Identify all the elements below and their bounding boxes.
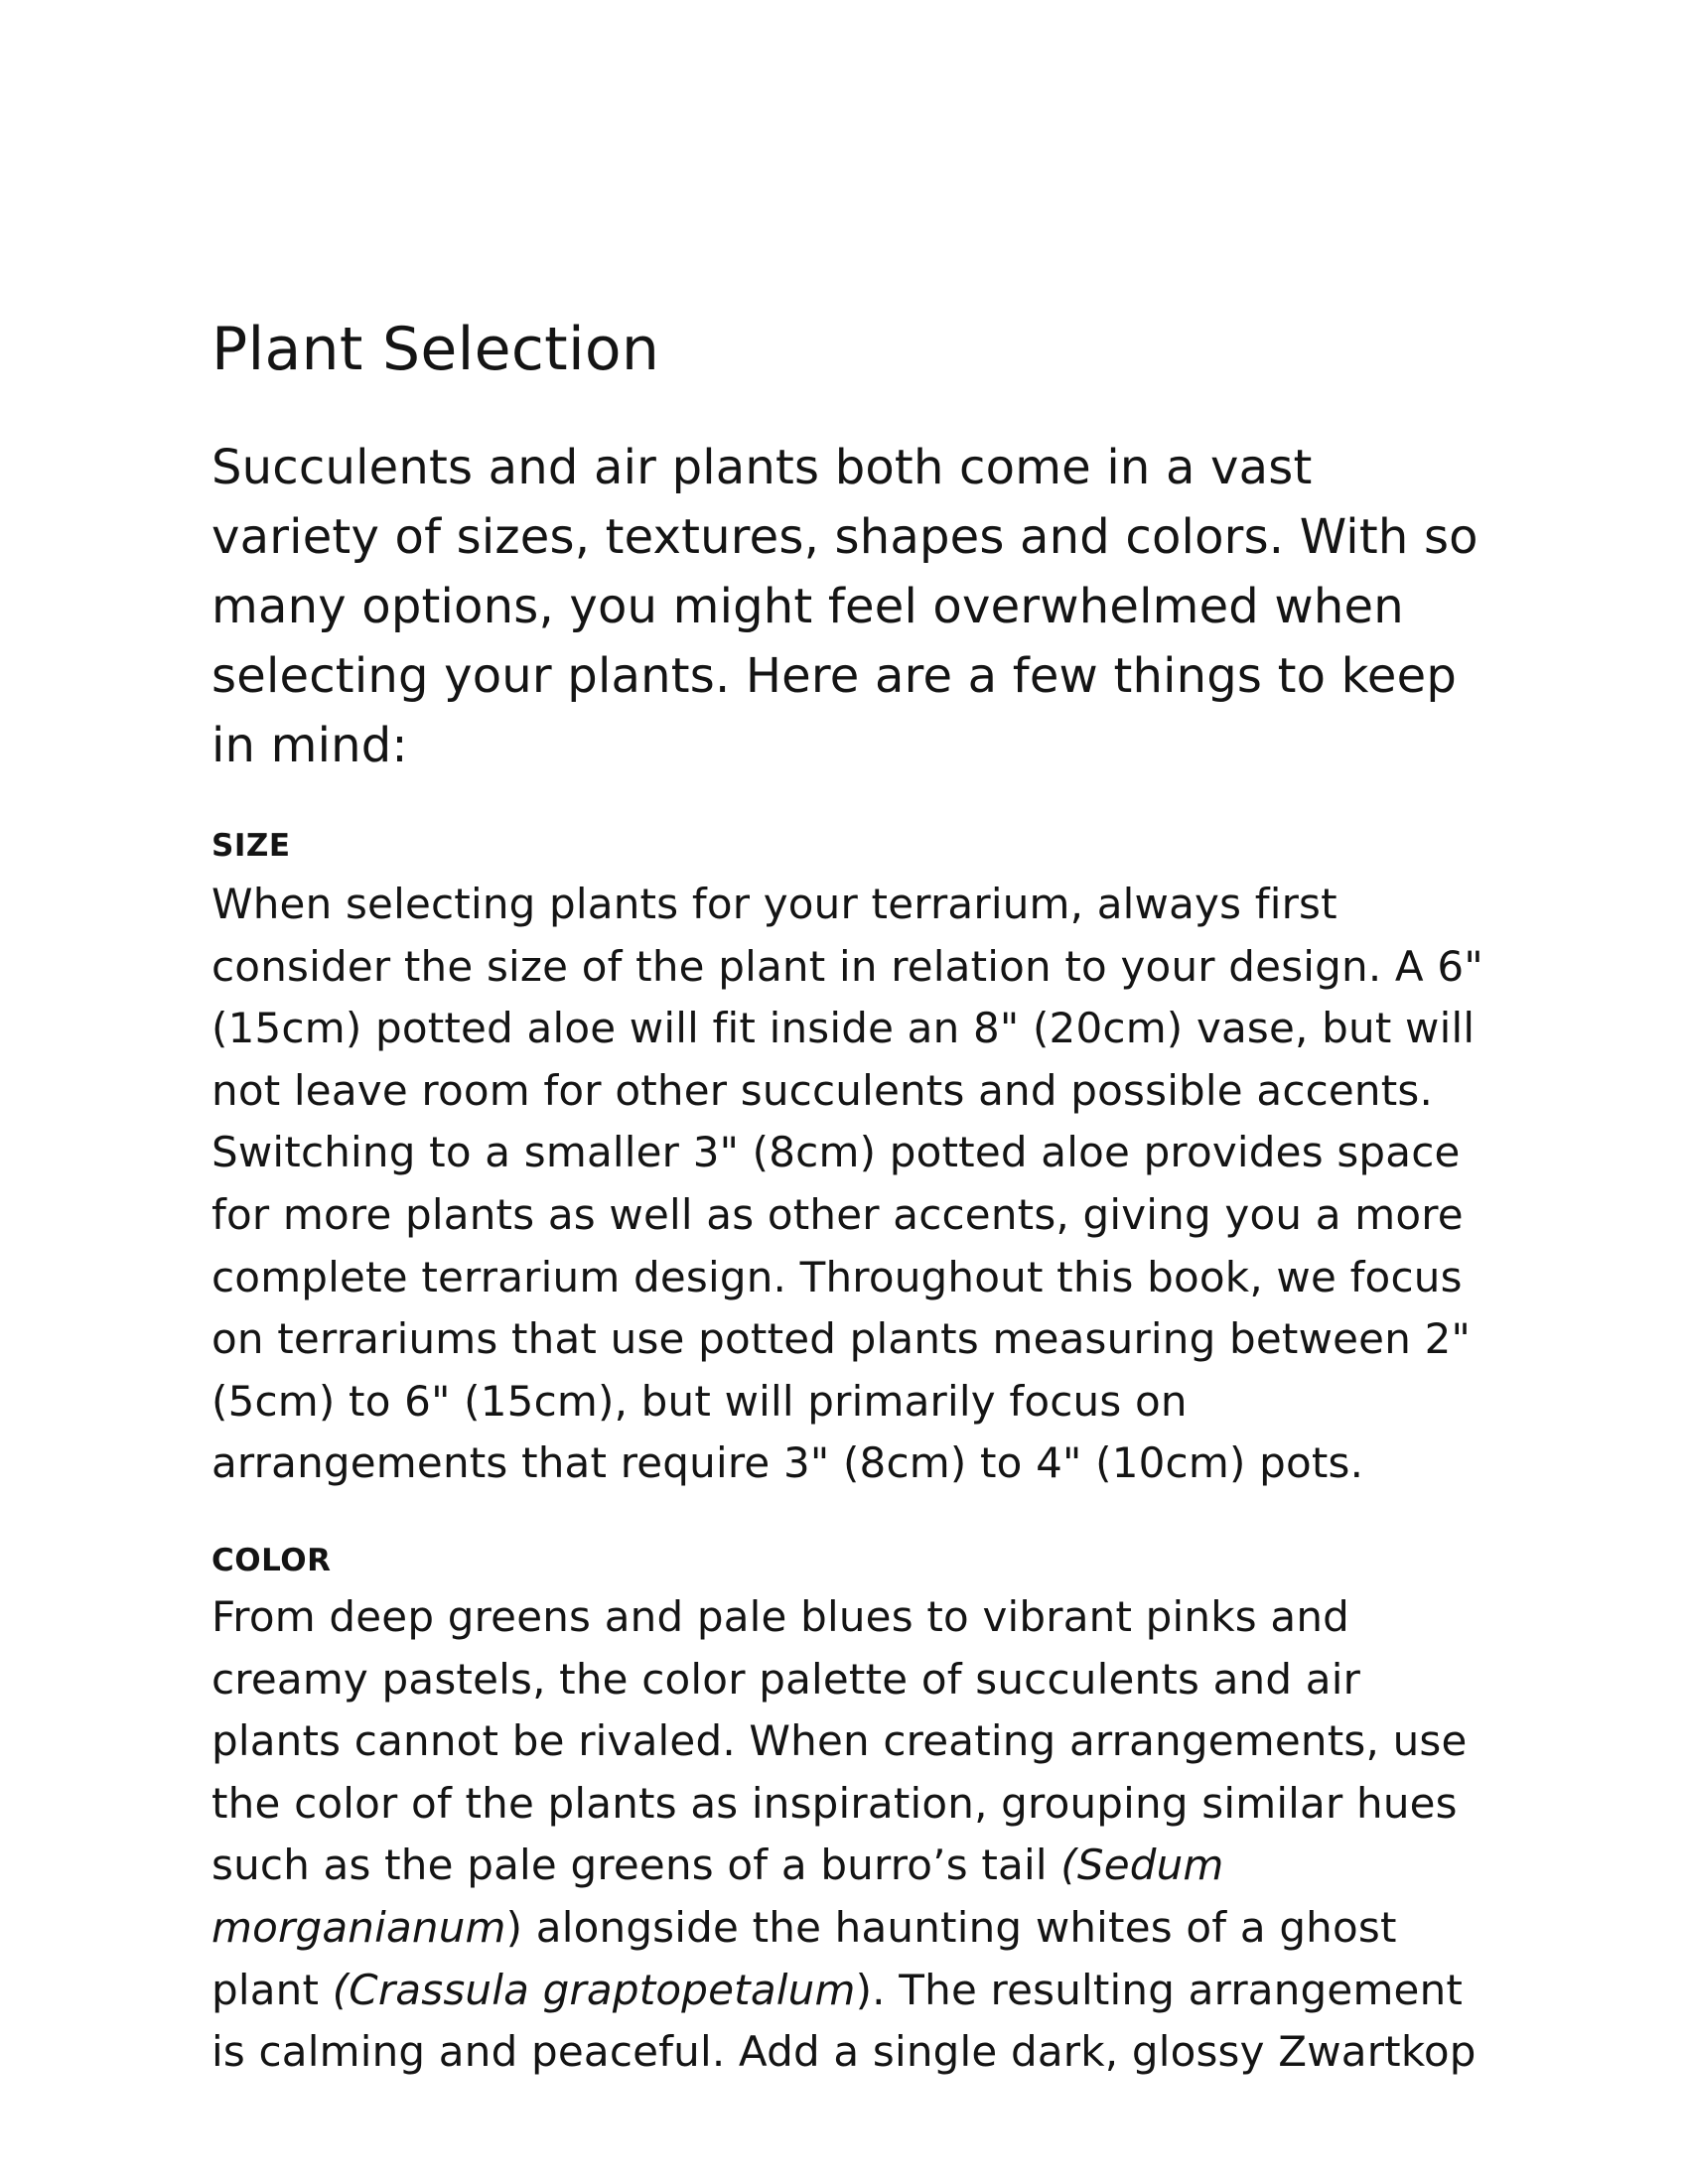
crassula-name: (Crassula graptopetalum [332, 1965, 856, 2014]
color-body-text-2: ) alongside the haunting whites of a ghost plant [211, 1902, 1397, 2014]
size-heading: SIZE [211, 828, 291, 864]
color-body-text-3: ). The resulting arrangement is calming and peaceful. Add a single dark, glossy Zwartkop [211, 1965, 1477, 2077]
page-content [211, 310, 1492, 2084]
color-section [211, 1541, 1492, 2084]
size-section [211, 826, 1492, 1495]
color-body [211, 1586, 1492, 2084]
color-body-text-1: From deep greens and pale blues to vibrant pinks and creamy pastels, the color palette of succulents and air plants cannot be rivaled. When creating arrangements, use the color of the plants as inspiration, grouping similar hues such as the pale greens of a burro’s tail [211, 1591, 1468, 1890]
color-heading: COLOR [211, 1542, 332, 1578]
intro-paragraph: Succulents and air plants both come in a vast variety of sizes, textures, shapes and colors. With so many options, you might feel overwhelmed when selecting your plants. Here are a few things to keep in mind: [211, 440, 1478, 773]
size-body: When selecting plants for your terrarium, always first consider the size of the plant in relation to your design. A 6" (15cm) potted aloe will fit inside an 8" (20cm) vase, but will not leave room for other succulents and possible accents. Switching to a smaller 3" (8cm) potted aloe provides space for more plants as well as other accents, giving you a more complete terrarium design. Throughout this book, we focus on terrariums that use potted plants measuring between 2" (5cm) to 6" (15cm), but will primarily focus on arrangements that require 3" (8cm) to 4" (10cm) pots. [211, 880, 1483, 1488]
page-title: Plant Selection [211, 315, 660, 384]
sedum-name: (Sedum morganianum [211, 1841, 1224, 1952]
